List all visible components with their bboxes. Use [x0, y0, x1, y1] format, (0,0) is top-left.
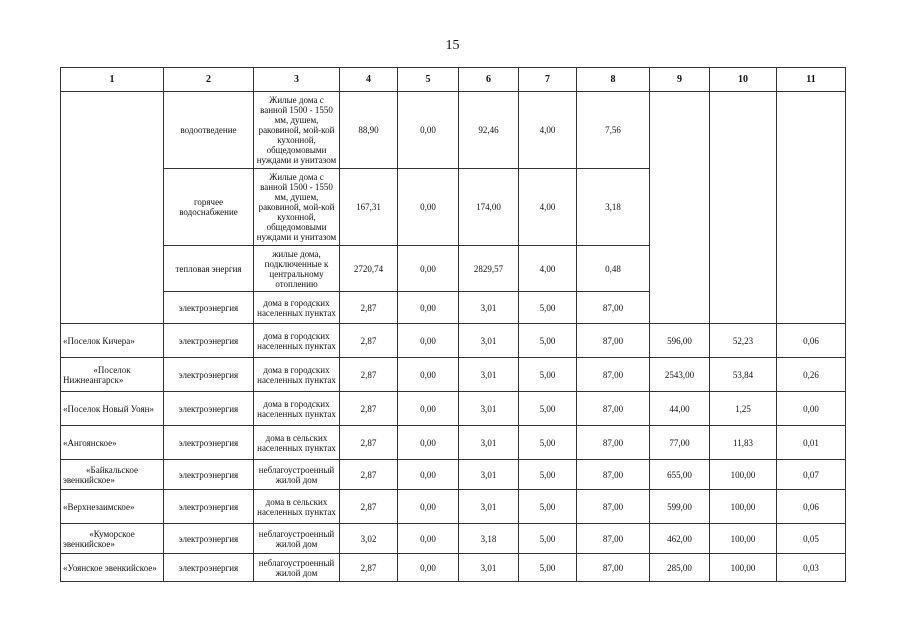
value-cell: 5,00 [519, 292, 577, 324]
value-cell: 0,05 [777, 524, 846, 554]
value-cell: 4,00 [519, 169, 577, 246]
value-cell: 0,00 [398, 554, 459, 582]
settlement-cell: «Поселок Кичера» [61, 324, 164, 358]
value-cell: 100,00 [710, 554, 777, 582]
value-cell: 53,84 [710, 358, 777, 392]
value-cell: 3,02 [340, 524, 398, 554]
value-cell: 87,00 [577, 324, 650, 358]
value-cell: 0,06 [777, 324, 846, 358]
value-cell: 2,87 [340, 460, 398, 490]
column-header: 4 [340, 68, 398, 92]
value-cell: 100,00 [710, 490, 777, 524]
table-row [61, 554, 846, 582]
value-cell: 0,00 [398, 524, 459, 554]
value-cell: 2,87 [340, 426, 398, 460]
table-row [61, 460, 846, 490]
consumer-category-cell: неблагоустроенный жилой дом [254, 554, 340, 582]
value-cell-empty [650, 92, 710, 324]
value-cell-empty [710, 92, 777, 324]
column-header: 6 [459, 68, 519, 92]
value-cell: 5,00 [519, 426, 577, 460]
value-cell: 0,26 [777, 358, 846, 392]
value-cell: 2,87 [340, 554, 398, 582]
value-cell: 0,00 [398, 460, 459, 490]
value-cell: 2,87 [340, 324, 398, 358]
service-cell: электроэнергия [164, 554, 254, 582]
service-cell: электроэнергия [164, 490, 254, 524]
consumer-category-cell: дома в городских населенных пунктах [254, 358, 340, 392]
consumer-category-cell: неблагоустроенный жилой дом [254, 460, 340, 490]
service-cell: горячее водоснабжение [164, 169, 254, 246]
value-cell: 4,00 [519, 92, 577, 169]
value-cell: 2,87 [340, 392, 398, 426]
service-cell: электроэнергия [164, 460, 254, 490]
value-cell: 5,00 [519, 460, 577, 490]
table-row [61, 524, 846, 554]
table-row [61, 324, 846, 358]
value-cell: 0,00 [398, 426, 459, 460]
value-cell: 0,03 [777, 554, 846, 582]
value-cell: 3,01 [459, 392, 519, 426]
value-cell: 2,87 [340, 292, 398, 324]
value-cell: 87,00 [577, 358, 650, 392]
column-header: 9 [650, 68, 710, 92]
value-cell: 100,00 [710, 524, 777, 554]
value-cell: 2829,57 [459, 246, 519, 292]
table-row [61, 392, 846, 426]
page-number: 15 [445, 38, 460, 53]
settlement-cell: «Поселок Новый Уоян» [61, 392, 164, 426]
value-cell: 0,00 [398, 490, 459, 524]
value-cell: 87,00 [577, 524, 650, 554]
value-cell: 4,00 [519, 246, 577, 292]
value-cell: 2,87 [340, 490, 398, 524]
settlement-cell: «Поселок Нижнеангарск» [61, 358, 164, 392]
value-cell: 285,00 [650, 554, 710, 582]
column-header: 7 [519, 68, 577, 92]
value-cell: 11,83 [710, 426, 777, 460]
value-cell: 87,00 [577, 392, 650, 426]
value-cell: 5,00 [519, 490, 577, 524]
value-cell: 3,01 [459, 292, 519, 324]
value-cell: 87,00 [577, 292, 650, 324]
value-cell: 2,87 [340, 358, 398, 392]
service-cell: электроэнергия [164, 358, 254, 392]
value-cell: 3,18 [577, 169, 650, 246]
value-cell: 167,31 [340, 169, 398, 246]
settlement-cell: «Ангоянское» [61, 426, 164, 460]
consumer-category-cell: дома в сельских населенных пунктах [254, 490, 340, 524]
column-header: 8 [577, 68, 650, 92]
value-cell: 7,56 [577, 92, 650, 169]
value-cell: 87,00 [577, 460, 650, 490]
value-cell: 3,01 [459, 460, 519, 490]
consumer-category-cell: дома в городских населенных пунктах [254, 292, 340, 324]
value-cell: 0,06 [777, 490, 846, 524]
table-row [61, 358, 846, 392]
value-cell: 5,00 [519, 324, 577, 358]
value-cell: 5,00 [519, 554, 577, 582]
value-cell: 88,90 [340, 92, 398, 169]
value-cell: 44,00 [650, 392, 710, 426]
value-cell: 5,00 [519, 392, 577, 426]
service-cell: электроэнергия [164, 324, 254, 358]
value-cell: 5,00 [519, 358, 577, 392]
table-header-row [61, 68, 846, 92]
value-cell: 52,23 [710, 324, 777, 358]
value-cell: 0,00 [398, 169, 459, 246]
value-cell: 655,00 [650, 460, 710, 490]
settlement-cell: «Уоянское эвенкийское» [61, 554, 164, 582]
value-cell: 596,00 [650, 324, 710, 358]
service-cell: электроэнергия [164, 392, 254, 426]
settlement-cell: «Байкальское эвенкийское» [61, 460, 164, 490]
value-cell: 92,46 [459, 92, 519, 169]
column-header: 3 [254, 68, 340, 92]
table-row [61, 92, 846, 169]
settlement-cell-empty [61, 92, 164, 324]
value-cell: 87,00 [577, 490, 650, 524]
consumer-category-cell: Жилые дома с ванной 1500 - 1550 мм, душем, раковиной, мой-кой кухонной, общедомовыми нуждами и унитазом [254, 92, 340, 169]
value-cell: 0,00 [398, 246, 459, 292]
service-cell: водоотведение [164, 92, 254, 169]
value-cell: 0,00 [398, 358, 459, 392]
value-cell: 0,00 [398, 324, 459, 358]
value-cell: 2543,00 [650, 358, 710, 392]
value-cell: 2720,74 [340, 246, 398, 292]
value-cell: 1,25 [710, 392, 777, 426]
value-cell: 0,07 [777, 460, 846, 490]
value-cell: 3,01 [459, 554, 519, 582]
value-cell: 0,01 [777, 426, 846, 460]
tariff-table [60, 67, 846, 582]
value-cell: 0,48 [577, 246, 650, 292]
column-header: 5 [398, 68, 459, 92]
column-header: 2 [164, 68, 254, 92]
value-cell: 462,00 [650, 524, 710, 554]
value-cell: 3,01 [459, 324, 519, 358]
consumer-category-cell: Жилые дома с ванной 1500 - 1550 мм, душем, раковиной, мой-кой кухонной, общедомовыми нуждами и унитазом [254, 169, 340, 246]
value-cell: 87,00 [577, 554, 650, 582]
value-cell: 0,00 [398, 392, 459, 426]
value-cell: 174,00 [459, 169, 519, 246]
value-cell: 77,00 [650, 426, 710, 460]
value-cell: 3,01 [459, 490, 519, 524]
consumer-category-cell: дома в сельских населенных пунктах [254, 426, 340, 460]
value-cell: 599,00 [650, 490, 710, 524]
column-header: 10 [710, 68, 777, 92]
consumer-category-cell: дома в городских населенных пунктах [254, 324, 340, 358]
value-cell: 0,00 [777, 392, 846, 426]
table-row [61, 426, 846, 460]
service-cell: электроэнергия [164, 426, 254, 460]
consumer-category-cell: дома в городских населенных пунктах [254, 392, 340, 426]
value-cell: 87,00 [577, 426, 650, 460]
value-cell: 3,18 [459, 524, 519, 554]
value-cell: 3,01 [459, 426, 519, 460]
value-cell: 0,00 [398, 92, 459, 169]
service-cell: тепловая энергия [164, 246, 254, 292]
column-header: 1 [61, 68, 164, 92]
consumer-category-cell: неблагоустроенный жилой дом [254, 524, 340, 554]
column-header: 11 [777, 68, 846, 92]
value-cell: 3,01 [459, 358, 519, 392]
value-cell: 0,00 [398, 292, 459, 324]
value-cell-empty [777, 92, 846, 324]
service-cell: электроэнергия [164, 292, 254, 324]
service-cell: электроэнергия [164, 524, 254, 554]
value-cell: 100,00 [710, 460, 777, 490]
consumer-category-cell: жилые дома, подключенные к центральному отоплению [254, 246, 340, 292]
settlement-cell: «Верхнезаимское» [61, 490, 164, 524]
settlement-cell: «Куморское эвенкийское» [61, 524, 164, 554]
table-row [61, 490, 846, 524]
value-cell: 5,00 [519, 524, 577, 554]
